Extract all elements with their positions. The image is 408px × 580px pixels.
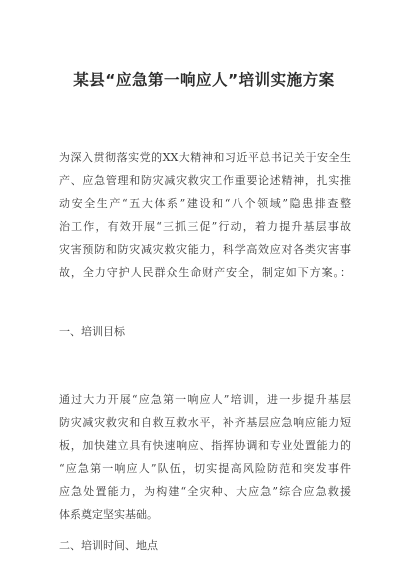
section-heading-time-location: 二、培训时间、地点 <box>59 539 158 552</box>
document-title: 某县“应急第一响应人”培训实施方案 <box>73 71 335 89</box>
paragraph-line: 治工作，有效开展“三抓三促”行动，着力提升基层事故 <box>59 220 351 233</box>
paragraph-line: 体系奠定坚实基础。 <box>59 508 158 521</box>
paragraph-line: “应急第一响应人”队伍，切实提高风险防范和突发事件 <box>59 462 351 475</box>
section-heading-training-goals: 一、培训目标 <box>59 325 125 338</box>
paragraph-line: 产、应急管理和防灾减灾救灾工作重要论述精神，扎实推 <box>59 174 351 187</box>
paragraph-line: 为深入贯彻落实党的XX大精神和习近平总书记关于安全生 <box>59 151 351 164</box>
paragraph-line: 通过大力开展“应急第一响应人”培训，进一步提升基层 <box>59 393 351 406</box>
paragraph-line: 灾害预防和防灾减灾救灾能力，科学高效应对各类灾害事 <box>59 243 351 256</box>
paragraph-line: 板，加快建立具有快速响应、指挥协调和专业处置能力的 <box>59 439 351 452</box>
paragraph-line: 动安全生产“五大体系”建设和“八个领域”隐患排查整 <box>59 197 351 210</box>
training-goals-paragraph <box>59 388 351 526</box>
paragraph-line: 故，全力守护人民群众生命财产安全，制定如下方案。： <box>59 266 351 279</box>
paragraph-line: 应急处置能力，为构建“全灾种、大应急”综合应急救援 <box>59 485 351 498</box>
intro-paragraph <box>59 146 351 284</box>
paragraph-line: 防灾减灾救灾和自救互救水平，补齐基层应急响应能力短 <box>59 416 351 429</box>
